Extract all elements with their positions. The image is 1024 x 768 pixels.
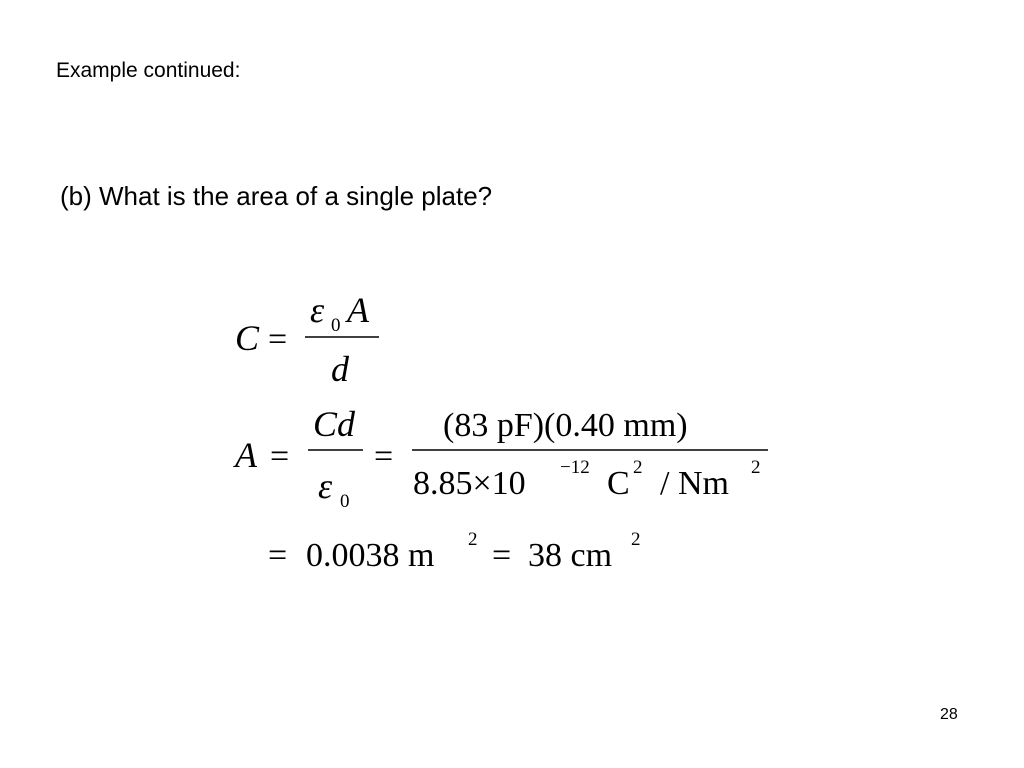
eq3-value-cm: 38 cm [528,537,613,574]
eq3-equals-1: = [268,537,288,574]
equation-capacitance [235,290,379,389]
eq2-equals-1: = [270,438,290,475]
eq3-value-cm-exponent: 2 [631,529,641,550]
eq2-equals-2: = [374,438,394,475]
eq3-value-m: 0.0038 m [306,537,435,574]
eq2-lhs: A [235,435,257,475]
eq3-equals-2: = [492,537,512,574]
eq1-area-var: A [347,290,369,330]
eq2-unit-nm: / Nm [660,465,729,502]
eq1-equals: = [268,321,288,358]
eq1-lhs: C [235,318,260,358]
eq1-denominator: d [331,349,349,389]
eq3-value-m-exponent: 2 [468,529,478,550]
eq2-unit-nm-exponent: 2 [751,457,761,478]
eq2-numerator: (83 pF)(0.40 mm) [443,407,688,444]
eq1-epsilon-subscript: 0 [331,315,341,336]
eq2-denominator-base: 8.85×10 [413,465,526,502]
slide-heading: Example continued: [56,59,241,82]
equation-area [233,404,768,512]
eq2-fraction1-epsilon: ε [318,466,333,506]
question-text: (b) What is the area of a single plate? [60,181,493,211]
eq2-unit-c: C [607,465,630,502]
eq2-fraction1-subscript: 0 [340,491,350,512]
page-number: 28 [940,706,958,723]
eq1-epsilon: ε [310,290,325,330]
eq2-unit-c-exponent: 2 [633,457,643,478]
eq2-fraction1-numerator: Cd [313,404,356,444]
equation-result [268,529,641,574]
eq2-denominator-exponent: −12 [560,457,590,478]
